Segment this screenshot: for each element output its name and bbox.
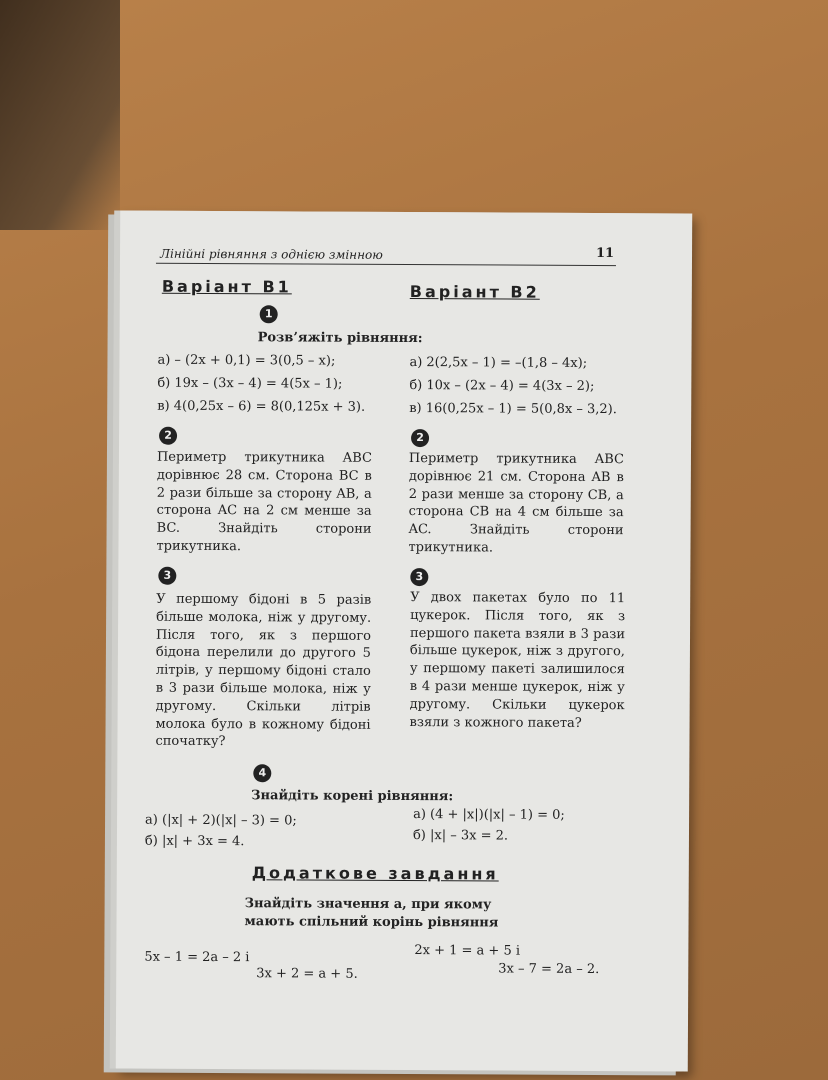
task2-b2-text: Периметр трикутника ABC дорівнює 21 см. Сторона AB в 2 рази менше за сторону CB, а сторона CB на 4 см більше за AC. Знайдіть сторони трикутника. (408, 451, 624, 556)
task-number-4: 4 (253, 764, 271, 782)
task-number-3-b2: 3 (410, 568, 428, 586)
task1-b2-c: в) 16(0,25x – 1) = 5(0,8x – 3,2). (409, 401, 617, 418)
running-header: Лінійні рівняння з однією змінною (159, 246, 383, 262)
variant-b1-heading: Варіант В1 (161, 276, 292, 297)
task4-b2-a: а) (4 + |x|)(|x| – 1) = 0; (413, 807, 565, 823)
task4-title: Знайдіть корені рівняння: (251, 788, 454, 805)
task1-b1-b: б) 19x – (3x – 4) = 4(5x – 1); (157, 375, 343, 392)
task3-b1-text: У першому бідоні в 5 разів більше молока, ніж у другому. Після того, як з першого бідона перелили до другого 5 літрів, у першому бідоні стало в 3 рази більше молока, ніж у другому. Скільки літрів молока було в кожному бідоні спочатку? (155, 591, 372, 750)
page-number: 11 (595, 246, 615, 262)
extra-b1-eq2: 3x + 2 = a + 5. (256, 966, 358, 982)
task-number-1: 1 (260, 305, 278, 323)
header-divider (156, 263, 616, 266)
task-number-2-b2: 2 (411, 429, 429, 447)
task4-b1-b: б) |x| + 3x = 4. (144, 833, 245, 850)
extra-b2-eq2: 3x – 7 = 2a – 2. (498, 961, 600, 978)
task1-title: Розв’яжіть рівняння: (257, 330, 423, 347)
variant-b2-heading: Варіант В2 (409, 282, 540, 302)
task-number-3-b1: 3 (158, 567, 176, 585)
task1-b1-a: а) – (2x + 0,1) = 3(0,5 – x); (157, 352, 336, 369)
task4-b2-b: б) |x| – 3x = 2. (412, 828, 509, 844)
task1-b2-a: а) 2(2,5x – 1) = –(1,8 – 4x); (409, 355, 588, 371)
task1-b2-b: б) 10x – (2x – 4) = 4(3x – 2); (409, 378, 595, 394)
task4-b1-a: а) (|x| + 2)(|x| – 3) = 0; (145, 812, 297, 829)
book-page (116, 211, 692, 1072)
background-object (0, 0, 120, 230)
extra-b1-eq1: 5x – 1 = 2a – 2 і (144, 949, 250, 966)
task2-b1-text: Периметр трикутника ABC дорівнює 28 см. Сторона BC в 2 рази більше за сторону AB, а сторона AC на 2 см менше за BC. Знайдіть сторони трикутника. (156, 449, 372, 555)
extra-task-line1: Знайдіть значення a, при якому (244, 896, 492, 913)
task3-b2-text: У двох пакетах було по 11 цукерок. Після того, як з першого пакета взяли в 3 рази більше цукерок, ніж з другого, у першому пакеті залишилося в 4 рази менше цукерок, ніж у другому. Скільки цукерок взяли з кожного пакета? (409, 590, 626, 731)
extra-task-line2: мають спільний корінь рівняння (244, 914, 499, 931)
task-number-2-b1: 2 (159, 427, 177, 445)
extra-b2-eq1: 2x + 1 = a + 5 і (414, 943, 521, 959)
task1-b1-c: в) 4(0,25x – 6) = 8(0,125x + 3). (157, 398, 366, 415)
extra-task-heading: Додаткове завдання (251, 863, 499, 884)
